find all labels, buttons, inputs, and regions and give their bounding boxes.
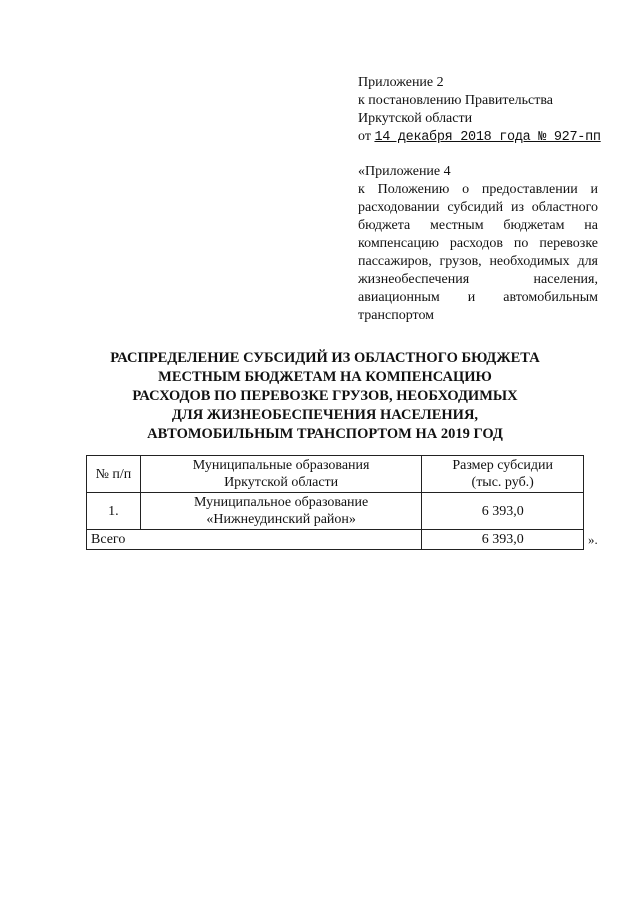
appendix-header bbox=[358, 74, 608, 147]
inner-appendix-block bbox=[358, 163, 598, 325]
closing-quote-mark: ». bbox=[588, 532, 598, 547]
table-header-row bbox=[87, 456, 584, 493]
header-amount-line2: (тыс. руб.) bbox=[471, 475, 534, 490]
header-number: № п/п bbox=[87, 456, 141, 493]
inner-appendix-body: к Положению о предоставлении и расходовании субсидий из областного бюджета местным бюджетам на компенсацию расходов по перевозке пассажиров, грузов, необходимых для жизнеобеспечения населения, авиационным и автомобильным транспортом bbox=[358, 182, 598, 323]
appendix-number: Приложение 2 bbox=[358, 75, 444, 90]
header-municipality-line1: Муниципальные образования bbox=[192, 458, 370, 473]
title-line-5: АВТОМОБИЛЬНЫМ ТРАНСПОРТОМ НА 2019 ГОД bbox=[147, 426, 503, 442]
header-municipality bbox=[140, 456, 422, 493]
header-amount bbox=[422, 456, 584, 493]
title-line-2: МЕСТНЫМ БЮДЖЕТАМ НА КОМПЕНСАЦИЮ bbox=[158, 369, 492, 385]
title-line-4: ДЛЯ ЖИЗНЕОБЕСПЕЧЕНИЯ НАСЕЛЕНИЯ, bbox=[171, 407, 479, 423]
row-municipality-line1: Муниципальное образование bbox=[193, 495, 369, 510]
row-amount: 6 393,0 bbox=[422, 493, 584, 530]
subsidy-table bbox=[86, 455, 584, 550]
appendix-resolution-line: к постановлению Правительства bbox=[358, 93, 554, 108]
date-prefix: от bbox=[358, 129, 371, 144]
document-title bbox=[95, 349, 555, 444]
appendix-date-line bbox=[358, 128, 608, 147]
table-total-row bbox=[87, 530, 584, 550]
appendix-region-line: Иркутской области bbox=[358, 111, 473, 126]
row-municipality bbox=[140, 493, 422, 530]
header-amount-line1: Размер субсидии bbox=[452, 458, 554, 473]
inner-appendix-title: «Приложение 4 bbox=[358, 164, 451, 179]
row-number: 1. bbox=[87, 493, 141, 530]
title-line-1: РАСПРЕДЕЛЕНИЕ СУБСИДИЙ ИЗ ОБЛАСТНОГО БЮДЖЕТА bbox=[110, 350, 540, 366]
table-row bbox=[87, 493, 584, 530]
title-line-3: РАСХОДОВ ПО ПЕРЕВОЗКЕ ГРУЗОВ, НЕОБХОДИМЫХ bbox=[132, 388, 518, 404]
total-amount: 6 393,0 bbox=[422, 530, 584, 550]
total-label: Всего bbox=[87, 530, 422, 550]
header-municipality-line2: Иркутской области bbox=[224, 475, 339, 490]
row-municipality-line2: «Нижнеудинский район» bbox=[206, 512, 356, 527]
resolution-date-number: 14 декабря 2018 года № 927-пп bbox=[374, 130, 601, 145]
